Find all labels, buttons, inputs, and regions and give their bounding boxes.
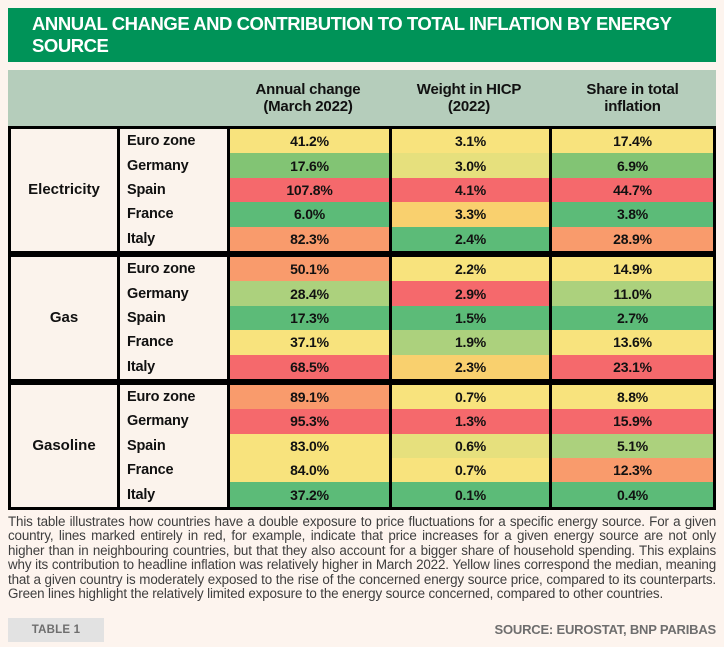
value-cell: 82.3% (227, 227, 389, 251)
value-cell: 83.0% (227, 434, 389, 458)
value-cell: 6.9% (549, 153, 713, 177)
value-cell: 0.1% (389, 482, 549, 506)
heatmap-table (8, 126, 716, 510)
value-cell: 2.9% (389, 281, 549, 305)
value-cell: 95.3% (227, 409, 389, 433)
value-cell: 1.3% (389, 409, 549, 433)
energy-source-label: Gasoline (11, 385, 117, 507)
value-cell: 15.9% (549, 409, 713, 433)
value-cell: 0.6% (389, 434, 549, 458)
value-cell: 89.1% (227, 385, 389, 409)
value-cell: 68.5% (227, 355, 389, 379)
value-cell: 3.8% (549, 202, 713, 226)
energy-group-electricity (8, 126, 716, 254)
country-label: France (117, 458, 227, 482)
column-header-row (8, 70, 716, 126)
source-credit: SOURCE: EUROSTAT, BNP PARIBAS (494, 622, 716, 638)
table-number-badge: TABLE 1 (8, 618, 104, 642)
footnote: This table illustrates how countries have a double exposure to price fluctuations for a specific energy source. For a given country, lines marked entirely in red, for example, indicate that price increases for a given energy source are not only higher than in neighbouring countries, but that they also account for a bigger share of household spending. This explains why its contribution to headline inflation was relatively higher in March 2022. Yellow lines correspond the median, meaning that a given country is moderately exposed to the rise of the concerned energy source price, compared to its counterparts. Green lines highlight the relatively limited exposure to the energy source concerned, compared to other countries. (8, 513, 716, 602)
country-label: France (117, 202, 227, 226)
value-cell: 11.0% (549, 281, 713, 305)
column-header-weight-hicp: Weight in HICP (2022) (416, 80, 522, 115)
value-cell: 4.1% (389, 178, 549, 202)
country-label: Germany (117, 281, 227, 305)
value-cell: 17.3% (227, 306, 389, 330)
country-label: Euro zone (117, 385, 227, 409)
value-cell: 37.2% (227, 482, 389, 506)
value-cell: 0.4% (549, 482, 713, 506)
value-cell: 1.5% (389, 306, 549, 330)
value-cell: 8.8% (549, 385, 713, 409)
country-label: Italy (117, 227, 227, 251)
value-cell: 2.2% (389, 257, 549, 281)
value-cell: 3.1% (389, 129, 549, 153)
value-cell: 50.1% (227, 257, 389, 281)
value-cell: 2.7% (549, 306, 713, 330)
value-cell: 23.1% (549, 355, 713, 379)
value-cell: 84.0% (227, 458, 389, 482)
country-label: Spain (117, 434, 227, 458)
value-cell: 44.7% (549, 178, 713, 202)
value-cell: 28.9% (549, 227, 713, 251)
column-header-share-inflation: Share in total inflation (586, 80, 679, 115)
value-cell: 2.4% (389, 227, 549, 251)
value-cell: 3.0% (389, 153, 549, 177)
value-cell: 41.2% (227, 129, 389, 153)
country-label: Euro zone (117, 257, 227, 281)
value-cell: 1.9% (389, 330, 549, 354)
value-cell: 12.3% (549, 458, 713, 482)
column-header-annual-change: Annual change (March 2022) (255, 80, 361, 115)
country-label: Italy (117, 482, 227, 506)
value-cell: 2.3% (389, 355, 549, 379)
value-cell: 37.1% (227, 330, 389, 354)
title-bar (8, 8, 716, 62)
value-cell: 5.1% (549, 434, 713, 458)
country-label: Germany (117, 409, 227, 433)
country-label: Spain (117, 178, 227, 202)
energy-source-label: Electricity (11, 129, 117, 251)
value-cell: 13.6% (549, 330, 713, 354)
value-cell: 3.3% (389, 202, 549, 226)
value-cell: 107.8% (227, 178, 389, 202)
country-label: Euro zone (117, 129, 227, 153)
country-label: Italy (117, 355, 227, 379)
country-label: Germany (117, 153, 227, 177)
value-cell: 17.4% (549, 129, 713, 153)
value-cell: 28.4% (227, 281, 389, 305)
energy-group-gasoline (8, 382, 716, 510)
energy-group-gas (8, 254, 716, 382)
value-cell: 6.0% (227, 202, 389, 226)
value-cell: 0.7% (389, 385, 549, 409)
value-cell: 0.7% (389, 458, 549, 482)
value-cell: 17.6% (227, 153, 389, 177)
country-label: France (117, 330, 227, 354)
table-title: ANNUAL CHANGE AND CONTRIBUTION TO TOTAL INFLATION BY ENERGY SOURCE (32, 13, 672, 56)
value-cell: 14.9% (549, 257, 713, 281)
country-label: Spain (117, 306, 227, 330)
footer (8, 618, 716, 642)
energy-source-label: Gas (11, 257, 117, 379)
